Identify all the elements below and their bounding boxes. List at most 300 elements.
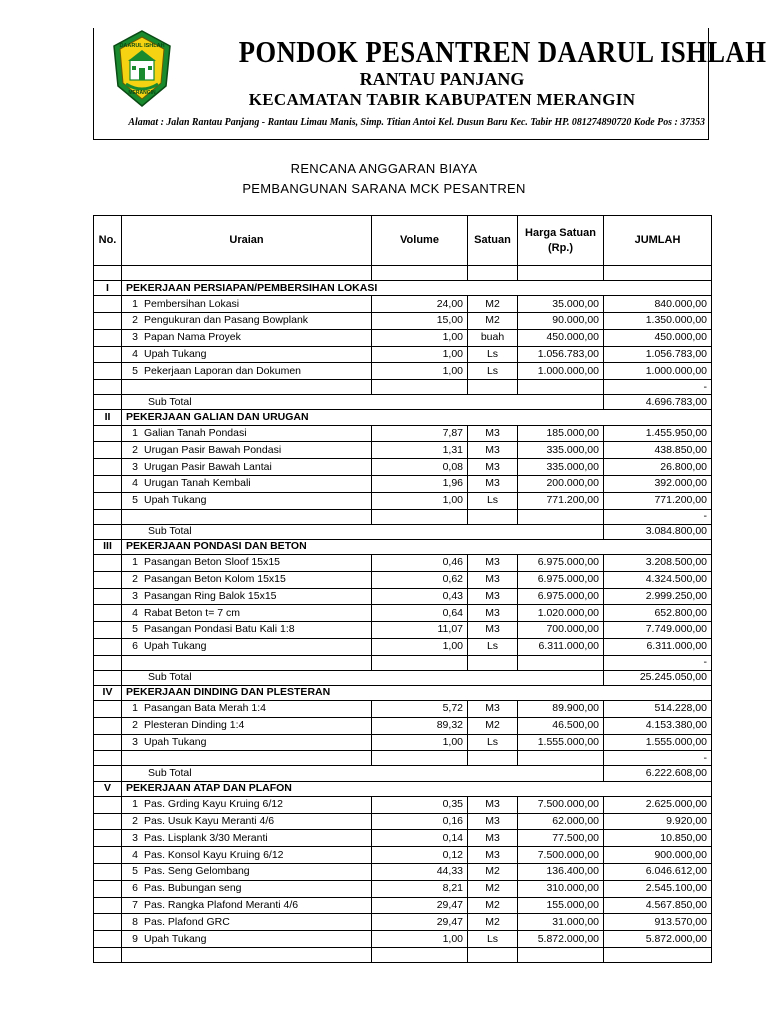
item-description — [122, 813, 372, 830]
section-title: PEKERJAAN DINDING DAN PLESTERAN — [122, 685, 712, 700]
item-volume: 0,16 — [372, 813, 468, 830]
logo-text-bottom: MERANGIN — [128, 90, 156, 96]
section-title: PEKERJAAN GALIAN DAN URUGAN — [122, 410, 712, 425]
empty-cell — [518, 751, 604, 766]
item-unit: Ls — [468, 363, 518, 380]
section-header-row — [94, 781, 712, 796]
item-unit-price: 7.500.000,00 — [518, 796, 604, 813]
table-row — [94, 571, 712, 588]
item-number: 1 — [132, 297, 138, 310]
item-total: 6.311.000,00 — [604, 638, 712, 655]
item-unit: M2 — [468, 880, 518, 897]
table-row — [94, 897, 712, 914]
row-no-cell — [94, 346, 122, 363]
item-volume: 0,62 — [372, 571, 468, 588]
subtotal-no-cell — [94, 524, 122, 539]
item-description — [122, 864, 372, 881]
table-row — [94, 296, 712, 313]
item-volume: 1,31 — [372, 442, 468, 459]
item-label: Pengukuran dan Pasang Bowplank — [144, 314, 309, 327]
item-label: Urugan Pasir Bawah Pondasi — [144, 443, 282, 456]
item-description — [122, 312, 372, 329]
row-no-cell — [94, 605, 122, 622]
item-unit: M3 — [468, 847, 518, 864]
item-unit: M3 — [468, 701, 518, 718]
table-row — [94, 425, 712, 442]
item-volume: 1,00 — [372, 363, 468, 380]
item-number: 2 — [132, 573, 138, 586]
item-number: 2 — [132, 443, 138, 456]
item-unit-price: 335.000,00 — [518, 442, 604, 459]
item-label: Upah Tukang — [144, 640, 207, 653]
item-number: 4 — [132, 477, 138, 490]
subtotal-row — [94, 766, 712, 781]
dash-row — [94, 509, 712, 524]
section-header-row — [94, 539, 712, 554]
item-label: Rabat Beton t= 7 cm — [144, 606, 241, 619]
item-unit: M3 — [468, 442, 518, 459]
subtotal-value: 25.245.050,00 — [604, 670, 712, 685]
item-number: 2 — [132, 719, 138, 732]
empty-cell — [518, 509, 604, 524]
item-number: 6 — [132, 640, 138, 653]
table-row — [94, 864, 712, 881]
logo-text-top: DAARUL ISHLAH — [119, 43, 165, 49]
empty-cell — [122, 751, 372, 766]
row-no-cell — [94, 734, 122, 751]
item-label: Upah Tukang — [144, 932, 207, 945]
section-number: I — [94, 281, 122, 296]
item-total: 7.749.000,00 — [604, 622, 712, 639]
table-row — [94, 622, 712, 639]
item-label: Galian Tanah Pondasi — [144, 426, 247, 439]
item-volume: 0,12 — [372, 847, 468, 864]
letterhead — [93, 28, 767, 140]
item-label: Pasangan Beton Kolom 15x15 — [144, 573, 286, 586]
item-description — [122, 363, 372, 380]
item-volume: 1,96 — [372, 475, 468, 492]
item-description — [122, 459, 372, 476]
item-volume: 1,00 — [372, 492, 468, 509]
item-description — [122, 296, 372, 313]
item-unit-price: 6.975.000,00 — [518, 554, 604, 571]
section-number: V — [94, 781, 122, 796]
empty-cell — [372, 266, 468, 281]
table-row — [94, 605, 712, 622]
item-number: 1 — [132, 702, 138, 715]
item-unit-price: 6.311.000,00 — [518, 638, 604, 655]
item-total: 900.000,00 — [604, 847, 712, 864]
item-label: Plesteran Dinding 1:4 — [144, 719, 245, 732]
item-unit: Ls — [468, 931, 518, 948]
empty-cell — [122, 509, 372, 524]
row-no-cell — [94, 931, 122, 948]
item-unit: M3 — [468, 813, 518, 830]
row-no-cell — [94, 638, 122, 655]
item-unit-price: 310.000,00 — [518, 880, 604, 897]
section-header-row — [94, 685, 712, 700]
row-no-cell — [94, 571, 122, 588]
row-no-cell — [94, 864, 122, 881]
header-satuan: Satuan — [468, 216, 518, 266]
item-volume: 1,00 — [372, 931, 468, 948]
item-total: 4.324.500,00 — [604, 571, 712, 588]
empty-cell — [518, 655, 604, 670]
item-label: Upah Tukang — [144, 347, 207, 360]
row-no-cell — [94, 442, 122, 459]
item-unit: M3 — [468, 554, 518, 571]
table-row — [94, 329, 712, 346]
item-unit: M3 — [468, 425, 518, 442]
item-volume: 29,47 — [372, 897, 468, 914]
item-unit: Ls — [468, 346, 518, 363]
item-unit-price: 5.872.000,00 — [518, 931, 604, 948]
row-no-cell — [94, 312, 122, 329]
item-description — [122, 329, 372, 346]
item-label: Pas. Lisplank 3/30 Meranti — [144, 831, 268, 844]
empty-cell — [372, 655, 468, 670]
item-volume: 15,00 — [372, 312, 468, 329]
item-label: Pasangan Pondasi Batu Kali 1:8 — [144, 623, 295, 636]
item-label: Pasangan Ring Balok 15x15 — [144, 589, 277, 602]
item-number: 7 — [132, 899, 138, 911]
table-row — [94, 363, 712, 380]
item-total: 771.200,00 — [604, 492, 712, 509]
empty-cell — [518, 948, 604, 963]
item-volume: 1,00 — [372, 329, 468, 346]
item-unit-price: 35.000,00 — [518, 296, 604, 313]
empty-cell — [94, 266, 122, 281]
item-unit: M3 — [468, 830, 518, 847]
section-title: PEKERJAAN PONDASI DAN BETON — [122, 539, 712, 554]
dash-cell: - — [604, 380, 712, 395]
item-volume: 5,72 — [372, 701, 468, 718]
empty-cell — [468, 509, 518, 524]
item-unit-price: 77.500,00 — [518, 830, 604, 847]
item-description — [122, 897, 372, 914]
item-unit-price: 31.000,00 — [518, 914, 604, 931]
item-number: 2 — [132, 314, 138, 327]
item-label: Pas. Plafond GRC — [144, 915, 230, 928]
item-unit-price: 771.200,00 — [518, 492, 604, 509]
item-number: 6 — [132, 882, 138, 895]
subtotal-no-cell — [94, 670, 122, 685]
table-row — [94, 847, 712, 864]
section-number: II — [94, 410, 122, 425]
item-unit-price: 89.900,00 — [518, 701, 604, 718]
table-header-row — [94, 216, 712, 266]
institution-district: KECAMATAN TABIR KABUPATEN MERANGIN — [248, 90, 636, 109]
item-total: 652.800,00 — [604, 605, 712, 622]
item-unit: M3 — [468, 605, 518, 622]
item-total: 3.208.500,00 — [604, 554, 712, 571]
item-unit-price: 62.000,00 — [518, 813, 604, 830]
table-row — [94, 796, 712, 813]
item-description — [122, 554, 372, 571]
item-description — [122, 931, 372, 948]
subtotal-label-cell — [122, 670, 604, 685]
item-total: 392.000,00 — [604, 475, 712, 492]
item-total: 4.153.380,00 — [604, 717, 712, 734]
subtotal-no-cell — [94, 395, 122, 410]
item-label: Pasangan Beton Sloof 15x15 — [144, 556, 281, 569]
empty-cell — [94, 751, 122, 766]
empty-cell — [122, 655, 372, 670]
blank-row — [94, 266, 712, 281]
item-description — [122, 847, 372, 864]
item-volume: 0,43 — [372, 588, 468, 605]
item-unit: Ls — [468, 734, 518, 751]
row-no-cell — [94, 329, 122, 346]
item-total: 6.046.612,00 — [604, 864, 712, 881]
dash-cell: - — [604, 655, 712, 670]
item-unit: M2 — [468, 914, 518, 931]
section-title: PEKERJAAN PERSIAPAN/PEMBERSIHAN LOKASI — [122, 281, 712, 296]
table-row — [94, 638, 712, 655]
table-row — [94, 880, 712, 897]
row-no-cell — [94, 701, 122, 718]
empty-cell — [94, 655, 122, 670]
item-number: 5 — [132, 623, 138, 636]
item-total: 1.350.000,00 — [604, 312, 712, 329]
subtotal-label-cell — [122, 766, 604, 781]
item-unit-price: 1.000.000,00 — [518, 363, 604, 380]
item-description — [122, 914, 372, 931]
item-label: Pas. Grding Kayu Kruing 6/12 — [144, 798, 283, 811]
item-volume: 0,35 — [372, 796, 468, 813]
item-description — [122, 830, 372, 847]
empty-cell — [468, 380, 518, 395]
item-volume: 0,46 — [372, 554, 468, 571]
item-unit-price: 450.000,00 — [518, 329, 604, 346]
document-title: RENCANA ANGGARAN BIAYA — [290, 161, 478, 176]
item-total: 2.545.100,00 — [604, 880, 712, 897]
table-row — [94, 914, 712, 931]
item-number: 2 — [132, 815, 138, 828]
item-number: 3 — [132, 331, 138, 344]
item-total: 2.999.250,00 — [604, 588, 712, 605]
item-label: Urugan Tanah Kembali — [144, 477, 251, 490]
item-description — [122, 571, 372, 588]
table-row — [94, 554, 712, 571]
item-total: 840.000,00 — [604, 296, 712, 313]
item-unit-price: 1.020.000,00 — [518, 605, 604, 622]
item-total: 5.872.000,00 — [604, 931, 712, 948]
item-unit: M3 — [468, 588, 518, 605]
item-total: 1.000.000,00 — [604, 363, 712, 380]
section-number: III — [94, 539, 122, 554]
item-label: Upah Tukang — [144, 494, 207, 507]
item-unit-price: 185.000,00 — [518, 425, 604, 442]
item-number: 4 — [132, 848, 138, 861]
table-row — [94, 717, 712, 734]
row-no-cell — [94, 492, 122, 509]
item-number: 1 — [132, 556, 138, 569]
item-description — [122, 605, 372, 622]
item-total: 1.455.950,00 — [604, 425, 712, 442]
subtotal-value: 3.084.800,00 — [604, 524, 712, 539]
dash-row — [94, 751, 712, 766]
item-description — [122, 796, 372, 813]
empty-cell — [122, 266, 372, 281]
item-total: 9.920,00 — [604, 813, 712, 830]
empty-cell — [372, 380, 468, 395]
empty-cell — [468, 751, 518, 766]
school-logo-icon — [110, 28, 174, 108]
item-label: Pekerjaan Laporan dan Dokumen — [144, 364, 302, 377]
item-number: 5 — [132, 494, 138, 507]
item-unit-price: 335.000,00 — [518, 459, 604, 476]
table-row — [94, 312, 712, 329]
item-unit: M2 — [468, 864, 518, 881]
item-total: 26.800,00 — [604, 459, 712, 476]
header-no: No. — [94, 216, 122, 266]
item-description — [122, 475, 372, 492]
subtotal-label: Sub Total — [148, 671, 192, 684]
subtotal-label-cell — [122, 395, 604, 410]
item-number: 1 — [132, 798, 138, 811]
item-description — [122, 588, 372, 605]
item-description — [122, 492, 372, 509]
empty-cell — [94, 509, 122, 524]
item-description — [122, 717, 372, 734]
item-number: 4 — [132, 606, 138, 619]
item-volume: 24,00 — [372, 296, 468, 313]
item-unit-price: 136.400,00 — [518, 864, 604, 881]
item-label: Pas. Rangka Plafond Meranti 4/6 — [144, 899, 299, 911]
institution-address: Alamat : Jalan Rantau Panjang - Rantau Limau Manis, Simp. Titian Antoi Kel. Dusun Baru Kec. Tabir HP. 081274890720 Kode Pos : 37353 — [128, 116, 706, 128]
row-no-cell — [94, 363, 122, 380]
item-number: 3 — [132, 589, 138, 602]
empty-cell — [468, 948, 518, 963]
row-no-cell — [94, 296, 122, 313]
section-title: PEKERJAAN ATAP DAN PLAFON — [122, 781, 712, 796]
item-total: 450.000,00 — [604, 329, 712, 346]
item-label: Upah Tukang — [144, 736, 207, 749]
item-volume: 7,87 — [372, 425, 468, 442]
row-no-cell — [94, 717, 122, 734]
table-row — [94, 734, 712, 751]
subtotal-value: 6.222.608,00 — [604, 766, 712, 781]
item-description — [122, 442, 372, 459]
item-description — [122, 880, 372, 897]
item-unit: M3 — [468, 571, 518, 588]
item-unit: buah — [468, 329, 518, 346]
table-row — [94, 588, 712, 605]
item-unit: M3 — [468, 622, 518, 639]
empty-cell — [468, 266, 518, 281]
row-no-cell — [94, 796, 122, 813]
institution-name: PONDOK PESANTREN DAARUL ISHLAH — [238, 34, 767, 69]
table-row — [94, 813, 712, 830]
item-volume: 0,14 — [372, 830, 468, 847]
item-unit-price: 6.975.000,00 — [518, 571, 604, 588]
empty-cell — [94, 380, 122, 395]
item-unit: Ls — [468, 492, 518, 509]
item-number: 5 — [132, 364, 138, 377]
item-unit-price: 90.000,00 — [518, 312, 604, 329]
item-description — [122, 425, 372, 442]
empty-cell — [468, 655, 518, 670]
item-description — [122, 346, 372, 363]
header-uraian: Uraian — [122, 216, 372, 266]
row-no-cell — [94, 813, 122, 830]
budget-table — [93, 215, 712, 963]
subtotal-value: 4.696.783,00 — [604, 395, 712, 410]
document-subtitle: PEMBANGUNAN SARANA MCK PESANTREN — [242, 181, 526, 196]
empty-cell — [604, 948, 712, 963]
item-unit-price: 1.056.783,00 — [518, 346, 604, 363]
table-row — [94, 492, 712, 509]
item-volume: 11,07 — [372, 622, 468, 639]
subtotal-row — [94, 395, 712, 410]
empty-cell — [518, 380, 604, 395]
item-total: 1.555.000,00 — [604, 734, 712, 751]
item-total: 913.570,00 — [604, 914, 712, 931]
table-row — [94, 442, 712, 459]
subtotal-label: Sub Total — [148, 525, 192, 538]
item-unit-price: 46.500,00 — [518, 717, 604, 734]
item-unit: M2 — [468, 717, 518, 734]
table-row — [94, 931, 712, 948]
item-description — [122, 734, 372, 751]
row-no-cell — [94, 914, 122, 931]
institution-location: RANTAU PANJANG — [359, 69, 525, 89]
item-number: 9 — [132, 932, 138, 945]
trailing-empty-row — [94, 948, 712, 963]
row-no-cell — [94, 475, 122, 492]
item-label: Pas. Usuk Kayu Meranti 4/6 — [144, 815, 275, 828]
subtotal-label: Sub Total — [148, 767, 192, 780]
item-unit: M3 — [468, 475, 518, 492]
section-header-row — [94, 281, 712, 296]
item-total: 514.228,00 — [604, 701, 712, 718]
item-unit: M3 — [468, 459, 518, 476]
empty-cell — [122, 948, 372, 963]
item-total: 438.850,00 — [604, 442, 712, 459]
item-label: Pasangan Bata Merah 1:4 — [144, 702, 267, 715]
item-unit-price: 6.975.000,00 — [518, 588, 604, 605]
item-description — [122, 622, 372, 639]
item-total: 10.850,00 — [604, 830, 712, 847]
item-unit-price: 700.000,00 — [518, 622, 604, 639]
section-number: IV — [94, 685, 122, 700]
item-label: Pas. Konsol Kayu Kruing 6/12 — [144, 848, 284, 861]
dash-row — [94, 655, 712, 670]
subtotal-label-cell — [122, 524, 604, 539]
row-no-cell — [94, 459, 122, 476]
item-description — [122, 701, 372, 718]
item-number: 3 — [132, 460, 138, 473]
item-number: 8 — [132, 915, 138, 928]
item-unit: M2 — [468, 296, 518, 313]
item-label: Pas. Bubungan seng — [144, 882, 242, 895]
header-jumlah: JUMLAH — [604, 216, 712, 266]
item-label: Pembersihan Lokasi — [144, 297, 240, 310]
row-no-cell — [94, 588, 122, 605]
row-no-cell — [94, 897, 122, 914]
item-total: 1.056.783,00 — [604, 346, 712, 363]
item-volume: 29,47 — [372, 914, 468, 931]
item-label: Papan Nama Proyek — [144, 331, 241, 344]
item-number: 1 — [132, 426, 138, 439]
item-total: 2.625.000,00 — [604, 796, 712, 813]
item-unit-price: 155.000,00 — [518, 897, 604, 914]
item-number: 4 — [132, 347, 138, 360]
item-label: Urugan Pasir Bawah Lantai — [144, 460, 272, 473]
subtotal-no-cell — [94, 766, 122, 781]
row-no-cell — [94, 622, 122, 639]
